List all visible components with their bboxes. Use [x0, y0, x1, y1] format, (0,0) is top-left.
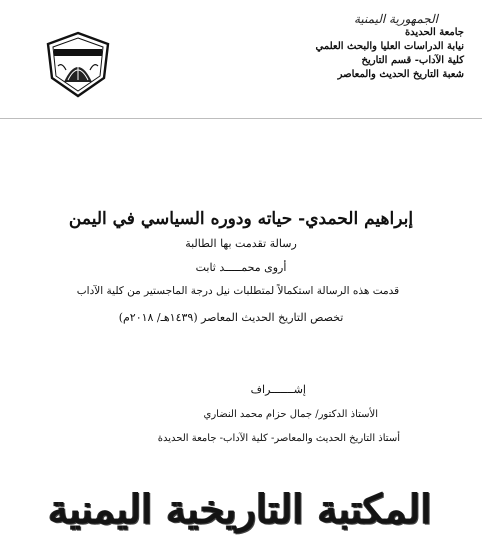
faculty-name: كلية الآداب- قسم التاريخ	[361, 55, 464, 66]
division-name: شعبة التاريخ الحديث والمعاصر	[337, 69, 464, 80]
republic-label: الجمهورية اليمنية	[353, 12, 438, 26]
institution-header	[264, 12, 464, 82]
submitted-by-line: رسالة تقدمت بها الطالبة	[185, 237, 297, 250]
supervisor-affiliation: أستاذ التاريخ الحديث والمعاصر- كلية الآداب- جامعة الحديدة	[157, 433, 400, 444]
university-seal-logo	[42, 30, 114, 100]
university-name: جامعة الحديدة	[404, 27, 464, 38]
specialty-line: تخصص التاريخ الحديث المعاصر (١٤٣٩هـ/ ٢٠١٨م)	[118, 311, 344, 324]
supervision-heading: إشـــــــراف	[250, 383, 306, 396]
header-divider	[0, 118, 482, 119]
student-name: أروى محمـــــد ثابت	[195, 261, 287, 274]
library-name: المكتبة التاريخية اليمنية	[48, 486, 432, 533]
deanship-name: نيابة الدراسات العليا والبحث العلمي	[315, 41, 464, 52]
supervisor-name: الأستاذ الدكتور/ جمال حزام محمد النضاري	[203, 409, 378, 420]
thesis-title: إبراهيم الحمدي- حياته ودوره السياسي في اليمن	[68, 209, 414, 229]
library-watermark-logo	[40, 472, 440, 552]
degree-purpose-line: قدمت هذه الرسالة استكمالاً لمتطلبات نيل درجة الماجستير من كلية الآداب	[76, 285, 400, 297]
